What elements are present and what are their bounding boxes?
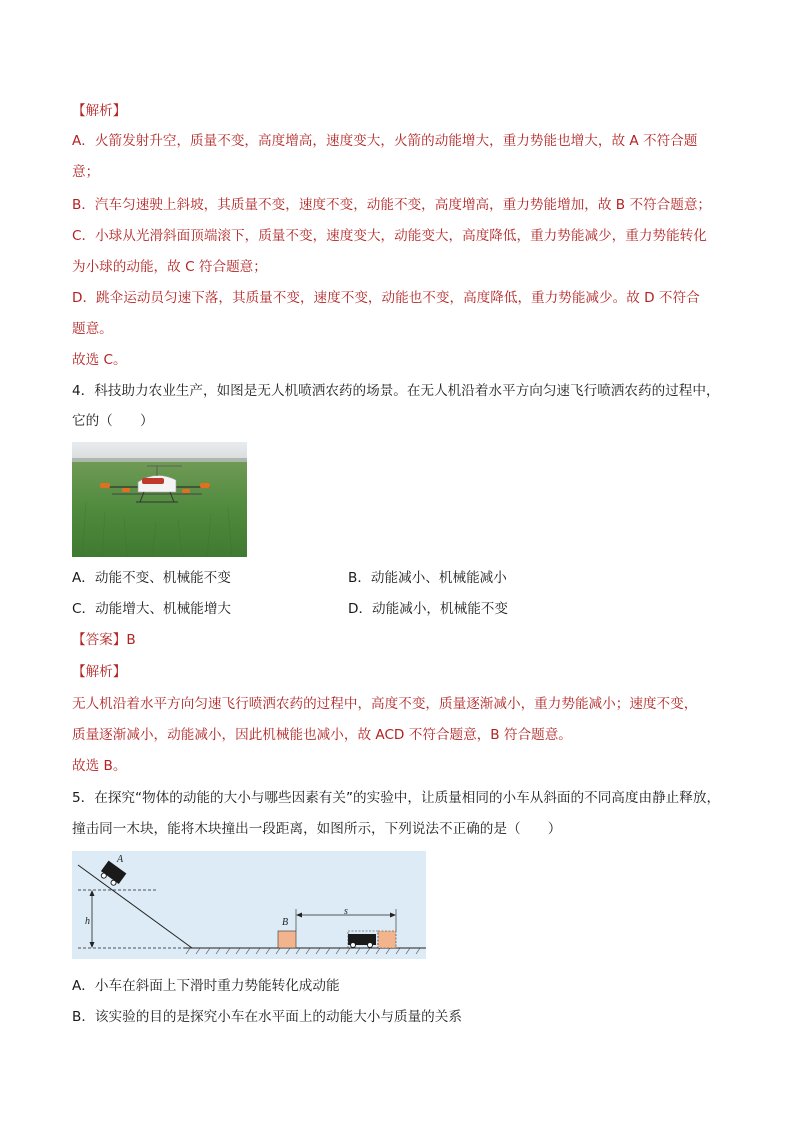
option-d[interactable]: D．动能减小，机械能不变 <box>348 601 508 617</box>
analysis-line: 为小球的动能，故 C 符合题意； <box>72 259 267 275</box>
cart-label: A <box>117 854 124 865</box>
block-moved <box>378 931 396 948</box>
conclusion: 故选 B。 <box>72 758 127 774</box>
conclusion: 故选 C。 <box>72 352 127 368</box>
analysis-line: B．汽车匀速驶上斜坡，其质量不变，速度不变，动能不变，高度增高，重力势能增加，故 B 不符合题意； <box>72 197 712 213</box>
question-stem: 撞击同一木块，能将木块撞出一段距离，如图所示，下列说法不正确的是（ ） <box>72 821 562 837</box>
option-b[interactable]: B．该实验的目的是探究小车在水平面上的动能大小与质量的关系 <box>72 1009 462 1025</box>
analysis-label: 【解析】 <box>72 664 127 680</box>
analysis-line: 无人机沿着水平方向匀速飞行喷洒农药的过程中，高度不变，质量逐渐减小，重力势能减小；速度不变， <box>72 696 698 712</box>
question-stem: 它的（ ） <box>72 413 154 429</box>
experiment-diagram <box>72 851 426 959</box>
question-stem: 4．科技助力农业生产，如图是无人机喷洒农药的场景。在无人机沿着水平方向匀速飞行喷洒农药的过程中， <box>72 383 720 399</box>
block-label: B <box>282 917 289 928</box>
distance-label: s <box>344 906 348 917</box>
analysis-line: 意； <box>72 164 100 180</box>
option-a[interactable]: A．小车在斜面上下滑时重力势能转化成动能 <box>72 978 340 994</box>
analysis-label: 【解析】 <box>72 103 127 119</box>
height-label: h <box>85 916 90 927</box>
answer: 【答案】B <box>72 632 136 648</box>
analysis-line: C．小球从光滑斜面顶端滚下，质量不变，速度变大，动能变大，高度降低，重力势能减少，重力势能转化 <box>72 228 707 244</box>
analysis-line: A．火箭发射升空，质量不变，高度增高，速度变大，火箭的动能增大，重力势能也增大，故 A 不符合题 <box>72 133 698 149</box>
option-c[interactable]: C．动能增大、机械能增大 <box>72 601 232 617</box>
block-original <box>278 931 296 948</box>
analysis-line: D．跳伞运动员匀速下落，其质量不变，速度不变，动能也不变，高度降低，重力势能减少。故 D 不符合 <box>72 290 700 306</box>
analysis-line: 质量逐渐减小，动能减小，因此机械能也减小，故 ACD 不符合题意，B 符合题意。 <box>72 727 572 743</box>
option-b[interactable]: B．动能减小、机械能减小 <box>348 570 507 586</box>
question-stem: 5．在探究“物体的动能的大小与哪些因素有关”的实验中，让质量相同的小车从斜面的不同高度由静止释放， <box>72 790 721 806</box>
option-a[interactable]: A．动能不变、机械能不变 <box>72 570 231 586</box>
analysis-line: 题意。 <box>72 321 113 337</box>
drone-photo <box>72 442 247 557</box>
